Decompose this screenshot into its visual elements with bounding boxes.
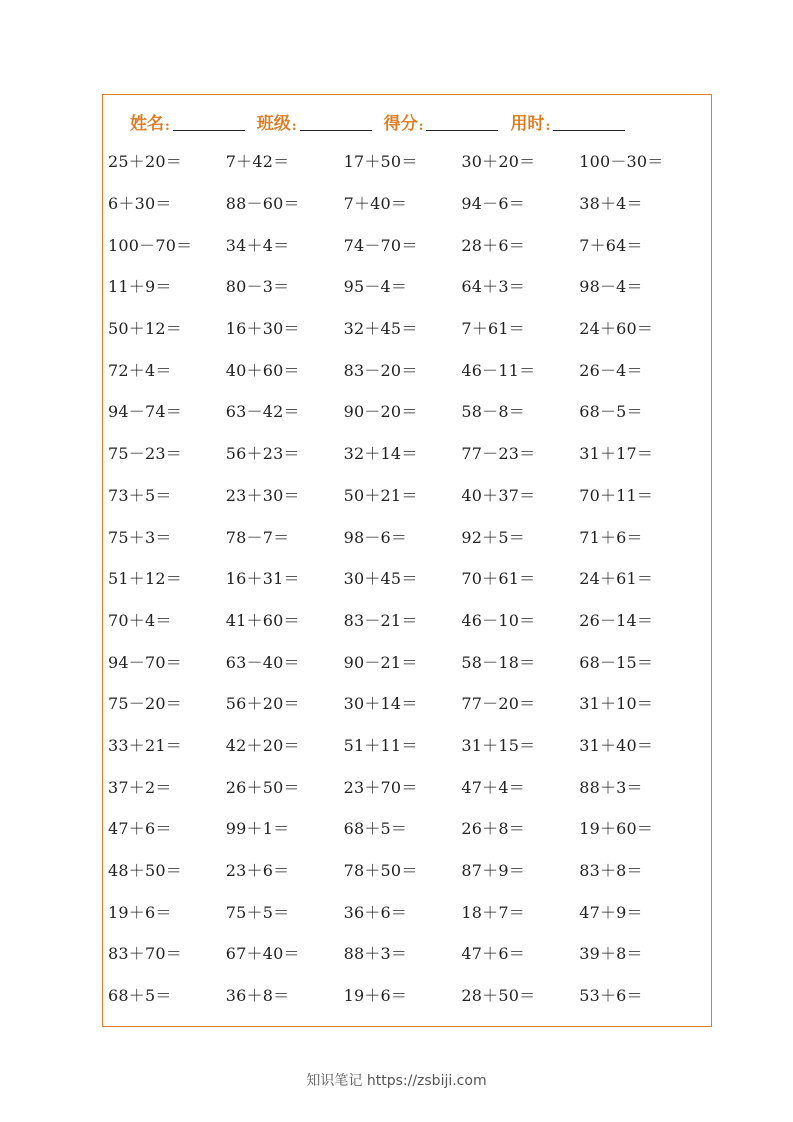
math-problem: 71＋6＝ [579,527,643,547]
math-problem: 37＋2＝ [108,777,172,797]
math-problem: 63－42＝ [225,402,300,422]
math-problem: 26＋50＝ [225,777,300,797]
math-problem: 77－23＝ [461,444,536,464]
math-problem: 7＋61＝ [461,319,525,339]
problem-row [108,932,697,974]
math-problem: 51＋11＝ [343,735,418,755]
math-problem: 75＋5＝ [225,902,290,922]
math-problem: 77－20＝ [461,694,536,714]
problem-row [108,348,697,390]
math-problem: 30＋45＝ [343,569,418,589]
score-blank[interactable] [426,129,498,131]
math-problem: 68＋5＝ [108,986,172,1006]
math-problem: 94－6＝ [461,194,525,214]
math-problem: 53＋6＝ [579,986,643,1006]
math-problem: 56＋23＝ [225,444,300,464]
time-blank[interactable] [553,129,625,131]
math-problem: 32＋45＝ [343,319,418,339]
class-field [257,109,372,134]
math-problem: 94－70＝ [108,652,182,672]
math-problem: 25＋20＝ [108,152,182,172]
math-problem: 36＋8＝ [225,986,290,1006]
score-label: 得分 [383,114,418,134]
math-problem: 40＋37＝ [461,485,536,505]
math-problem: 31＋15＝ [461,735,536,755]
math-problem: 90－20＝ [343,402,418,422]
problem-row [108,640,697,682]
name-colon: : [165,119,170,134]
problem-row [108,182,697,224]
footer-watermark: 知识笔记 https://zsbiji.com [306,1073,487,1089]
problem-row [108,390,697,432]
name-field [130,109,245,134]
math-problem: 50＋21＝ [343,485,418,505]
math-problem: 74－70＝ [343,235,418,255]
name-blank[interactable] [173,129,245,131]
math-problem: 47＋9＝ [579,902,643,922]
math-problem: 63－40＝ [225,652,300,672]
math-problem: 95－4＝ [343,277,408,297]
math-problem: 19＋6＝ [108,902,172,922]
math-problem: 68－15＝ [579,652,654,672]
problem-row [108,307,697,349]
math-problem: 17＋50＝ [343,152,418,172]
math-problem: 19＋60＝ [579,819,654,839]
math-problem: 73＋5＝ [108,485,172,505]
math-problem: 83＋8＝ [579,861,643,881]
math-problem: 70＋11＝ [579,485,654,505]
math-problem: 92＋5＝ [461,527,525,547]
math-problem: 46－10＝ [461,610,536,630]
problem-grid [108,140,697,1015]
math-problem: 90－21＝ [343,652,418,672]
problem-row [108,765,697,807]
class-colon: : [291,119,297,134]
math-problem: 47＋6＝ [461,944,525,964]
math-problem: 88＋3＝ [343,944,408,964]
math-problem: 83－21＝ [343,610,418,630]
math-problem: 58－8＝ [461,402,525,422]
math-problem: 7＋40＝ [343,194,408,214]
math-problem: 80－3＝ [225,277,290,297]
math-problem: 32＋14＝ [343,444,418,464]
math-problem: 70＋4＝ [108,610,172,630]
math-problem: 33＋21＝ [108,735,182,755]
math-problem: 31＋40＝ [579,735,654,755]
math-problem: 7＋64＝ [579,235,643,255]
math-problem: 26－4＝ [579,360,643,380]
math-problem: 23＋30＝ [225,485,300,505]
math-problem: 50＋12＝ [108,319,182,339]
problem-row [108,515,697,557]
math-problem: 78－7＝ [225,527,290,547]
math-problem: 46－11＝ [461,360,536,380]
math-problem: 78＋50＝ [343,861,418,881]
worksheet-header [130,104,637,134]
math-problem: 16＋30＝ [225,319,300,339]
problem-row [108,265,697,307]
math-problem: 68＋5＝ [343,819,408,839]
problem-row [108,223,697,265]
math-problem: 51＋12＝ [108,569,182,589]
time-label: 用时 [510,114,545,134]
problem-row [108,557,697,599]
math-problem: 16＋31＝ [225,569,300,589]
class-blank[interactable] [300,129,372,131]
name-label: 姓名 [130,114,164,134]
math-problem: 31＋10＝ [579,694,654,714]
math-problem: 100－30＝ [579,152,664,172]
math-problem: 83＋70＝ [108,944,182,964]
math-problem: 56＋20＝ [225,694,300,714]
problem-row [108,140,697,182]
math-problem: 7＋42＝ [225,152,290,172]
problem-row [108,432,697,474]
math-problem: 6＋30＝ [108,194,172,214]
math-problem: 83－20＝ [343,360,418,380]
math-problem: 26－14＝ [579,610,654,630]
math-problem: 40＋60＝ [225,360,300,380]
problem-row [108,849,697,891]
math-problem: 98－6＝ [343,527,408,547]
class-label: 班级 [256,114,291,134]
math-problem: 41＋60＝ [225,610,300,630]
math-problem: 64＋3＝ [461,277,525,297]
math-problem: 88－60＝ [225,194,300,214]
time-colon: : [545,119,551,134]
math-problem: 34＋4＝ [225,235,290,255]
math-problem: 28＋50＝ [461,986,536,1006]
math-problem: 48＋50＝ [108,861,182,881]
math-problem: 94－74＝ [108,402,182,422]
math-problem: 11＋9＝ [108,277,172,297]
math-problem: 47＋6＝ [108,819,172,839]
math-problem: 67＋40＝ [225,944,300,964]
math-problem: 47＋4＝ [461,777,525,797]
math-problem: 88＋3＝ [579,777,643,797]
problem-row [108,474,697,516]
math-problem: 99＋1＝ [225,819,290,839]
score-field [384,109,499,134]
math-problem: 58－18＝ [461,652,536,672]
math-problem: 28＋6＝ [461,235,525,255]
problem-row [108,807,697,849]
score-colon: : [418,119,424,134]
problem-row [108,724,697,766]
math-problem: 75－20＝ [108,694,182,714]
problem-row [108,890,697,932]
math-problem: 19＋6＝ [343,986,408,1006]
math-problem: 75＋3＝ [108,527,172,547]
math-problem: 24＋61＝ [579,569,654,589]
math-problem: 30＋20＝ [461,152,536,172]
math-problem: 23＋6＝ [225,861,290,881]
math-problem: 98－4＝ [579,277,643,297]
math-problem: 68－5＝ [579,402,643,422]
math-problem: 42＋20＝ [225,735,300,755]
math-problem: 30＋14＝ [343,694,418,714]
math-problem: 39＋8＝ [579,944,643,964]
math-problem: 24＋60＝ [579,319,654,339]
math-problem: 100－70＝ [108,235,193,255]
time-field [510,109,625,134]
math-problem: 87＋9＝ [461,861,525,881]
math-problem: 26＋8＝ [461,819,525,839]
math-problem: 75－23＝ [108,444,182,464]
math-problem: 36＋6＝ [343,902,408,922]
math-problem: 38＋4＝ [579,194,643,214]
problem-row [108,974,697,1016]
math-problem: 72＋4＝ [108,360,172,380]
math-problem: 31＋17＝ [579,444,654,464]
math-problem: 18＋7＝ [461,902,525,922]
problem-row [108,682,697,724]
math-problem: 70＋61＝ [461,569,536,589]
math-problem: 23＋70＝ [343,777,418,797]
problem-row [108,599,697,641]
